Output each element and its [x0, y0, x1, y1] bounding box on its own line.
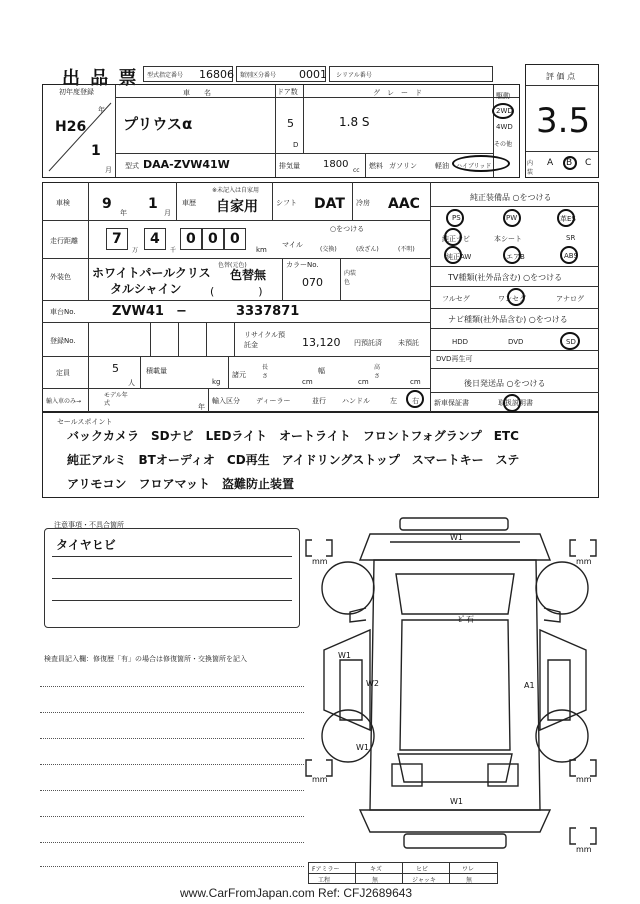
alloy-circle [444, 246, 462, 264]
svg-text:mm: mm [312, 775, 328, 784]
vehicle-info-block: 初年度登録 H26 年 1 月 車 名 プリウスα ドア数 5 D グ レ ー ド 1.8 S 駆動 2WD 4WD その他 型式 DAA-ZVW41W 排気量 1800 cc 燃料 ガソリン 軽油 ハイブリッド [42, 84, 520, 178]
interior-grade: 内装 A B C [527, 158, 592, 176]
sales-line-2: 純正アルミ BTオーディオ CD再生 アイドリングストップ スマートキー ステ [67, 453, 520, 467]
svg-text:mm: mm [576, 775, 592, 784]
grade-points-value: 3.5 [536, 101, 591, 141]
sd-circle [560, 332, 580, 350]
handle-right-circle [406, 390, 424, 408]
inspector-note: 検査員記入欄：修復歴「有」の場合は修復箇所・交換箇所を記入 [44, 655, 247, 663]
svg-text:mm: mm [576, 845, 592, 854]
sheet-title: 出 品 票 [62, 68, 139, 89]
model-code: DAA-ZVW41W [143, 158, 230, 171]
footer-ref: www.CarFromJapan.com Ref: CFJ2689643 [180, 886, 413, 900]
type-designation-box: 型式指定番号 16806 [143, 66, 233, 82]
mark-front-bumper: W1 [450, 533, 463, 542]
drive-2wd-circle [492, 103, 514, 119]
leather-circle [557, 209, 575, 227]
sales-line-3: アリモコン フロアマット 盗難防止装置 [67, 477, 295, 491]
car-damage-diagram [300, 510, 610, 860]
navi-circle [444, 228, 462, 246]
airbag-circle [503, 246, 521, 264]
mileage-digit-5: 0 [230, 231, 240, 247]
grade-points-box: 評 価 点 3.5 [525, 64, 599, 178]
mileage-digit-2: 4 [150, 231, 160, 247]
mark-left-side: W1 [338, 651, 351, 660]
mark-rear-bumper: W1 [450, 797, 463, 806]
svg-text:mm: mm [312, 557, 328, 566]
vehicle-name: プリウスα [123, 115, 193, 133]
manual-circle [503, 394, 521, 412]
mileage-digit-4: 0 [208, 231, 218, 247]
serial-box: シリアル番号 [329, 66, 493, 82]
sales-points-block: セールスポイント バックカメラ SDナビ LEDライト オートライト フロントフォグランプ ETC 純正アルミ BTオーディオ CD再生 アイドリングストップ スマートキー ステ アリモコン フロアマット 盗難防止装置 [42, 412, 599, 498]
first-reg-month: 1 [91, 143, 101, 159]
class-number-box: 類別区分番号 0001 [236, 66, 326, 82]
svg-text:mm: mm [576, 557, 592, 566]
mark-right-door: A1 [524, 681, 535, 690]
sales-line-1: バックカメラ SDナビ LEDライト オートライト フロントフォグランプ ETC [67, 429, 519, 443]
mark-windshield: ﾋﾟ石 [458, 615, 474, 624]
first-reg-era-year: H26 [55, 119, 87, 135]
notes-label: 注意事項・不具合箇所 [54, 521, 124, 529]
mileage-digit-3: 0 [186, 231, 196, 247]
oneseg-circle [507, 288, 525, 306]
mileage-digit-1: 7 [112, 231, 122, 247]
mark-left-door: W2 [366, 679, 379, 688]
notes-value: タイヤヒビ [56, 538, 116, 552]
ps-circle [446, 209, 464, 227]
exterior-color: ホワイトパールクリス [92, 266, 211, 280]
mark-left-rear: W1 [356, 743, 369, 752]
pw-circle [503, 209, 521, 227]
abs-circle [560, 246, 578, 264]
fuel-hybrid-circle [452, 155, 510, 172]
interior-b-circle [563, 156, 577, 170]
grade-value: 1.8 S [339, 115, 370, 129]
